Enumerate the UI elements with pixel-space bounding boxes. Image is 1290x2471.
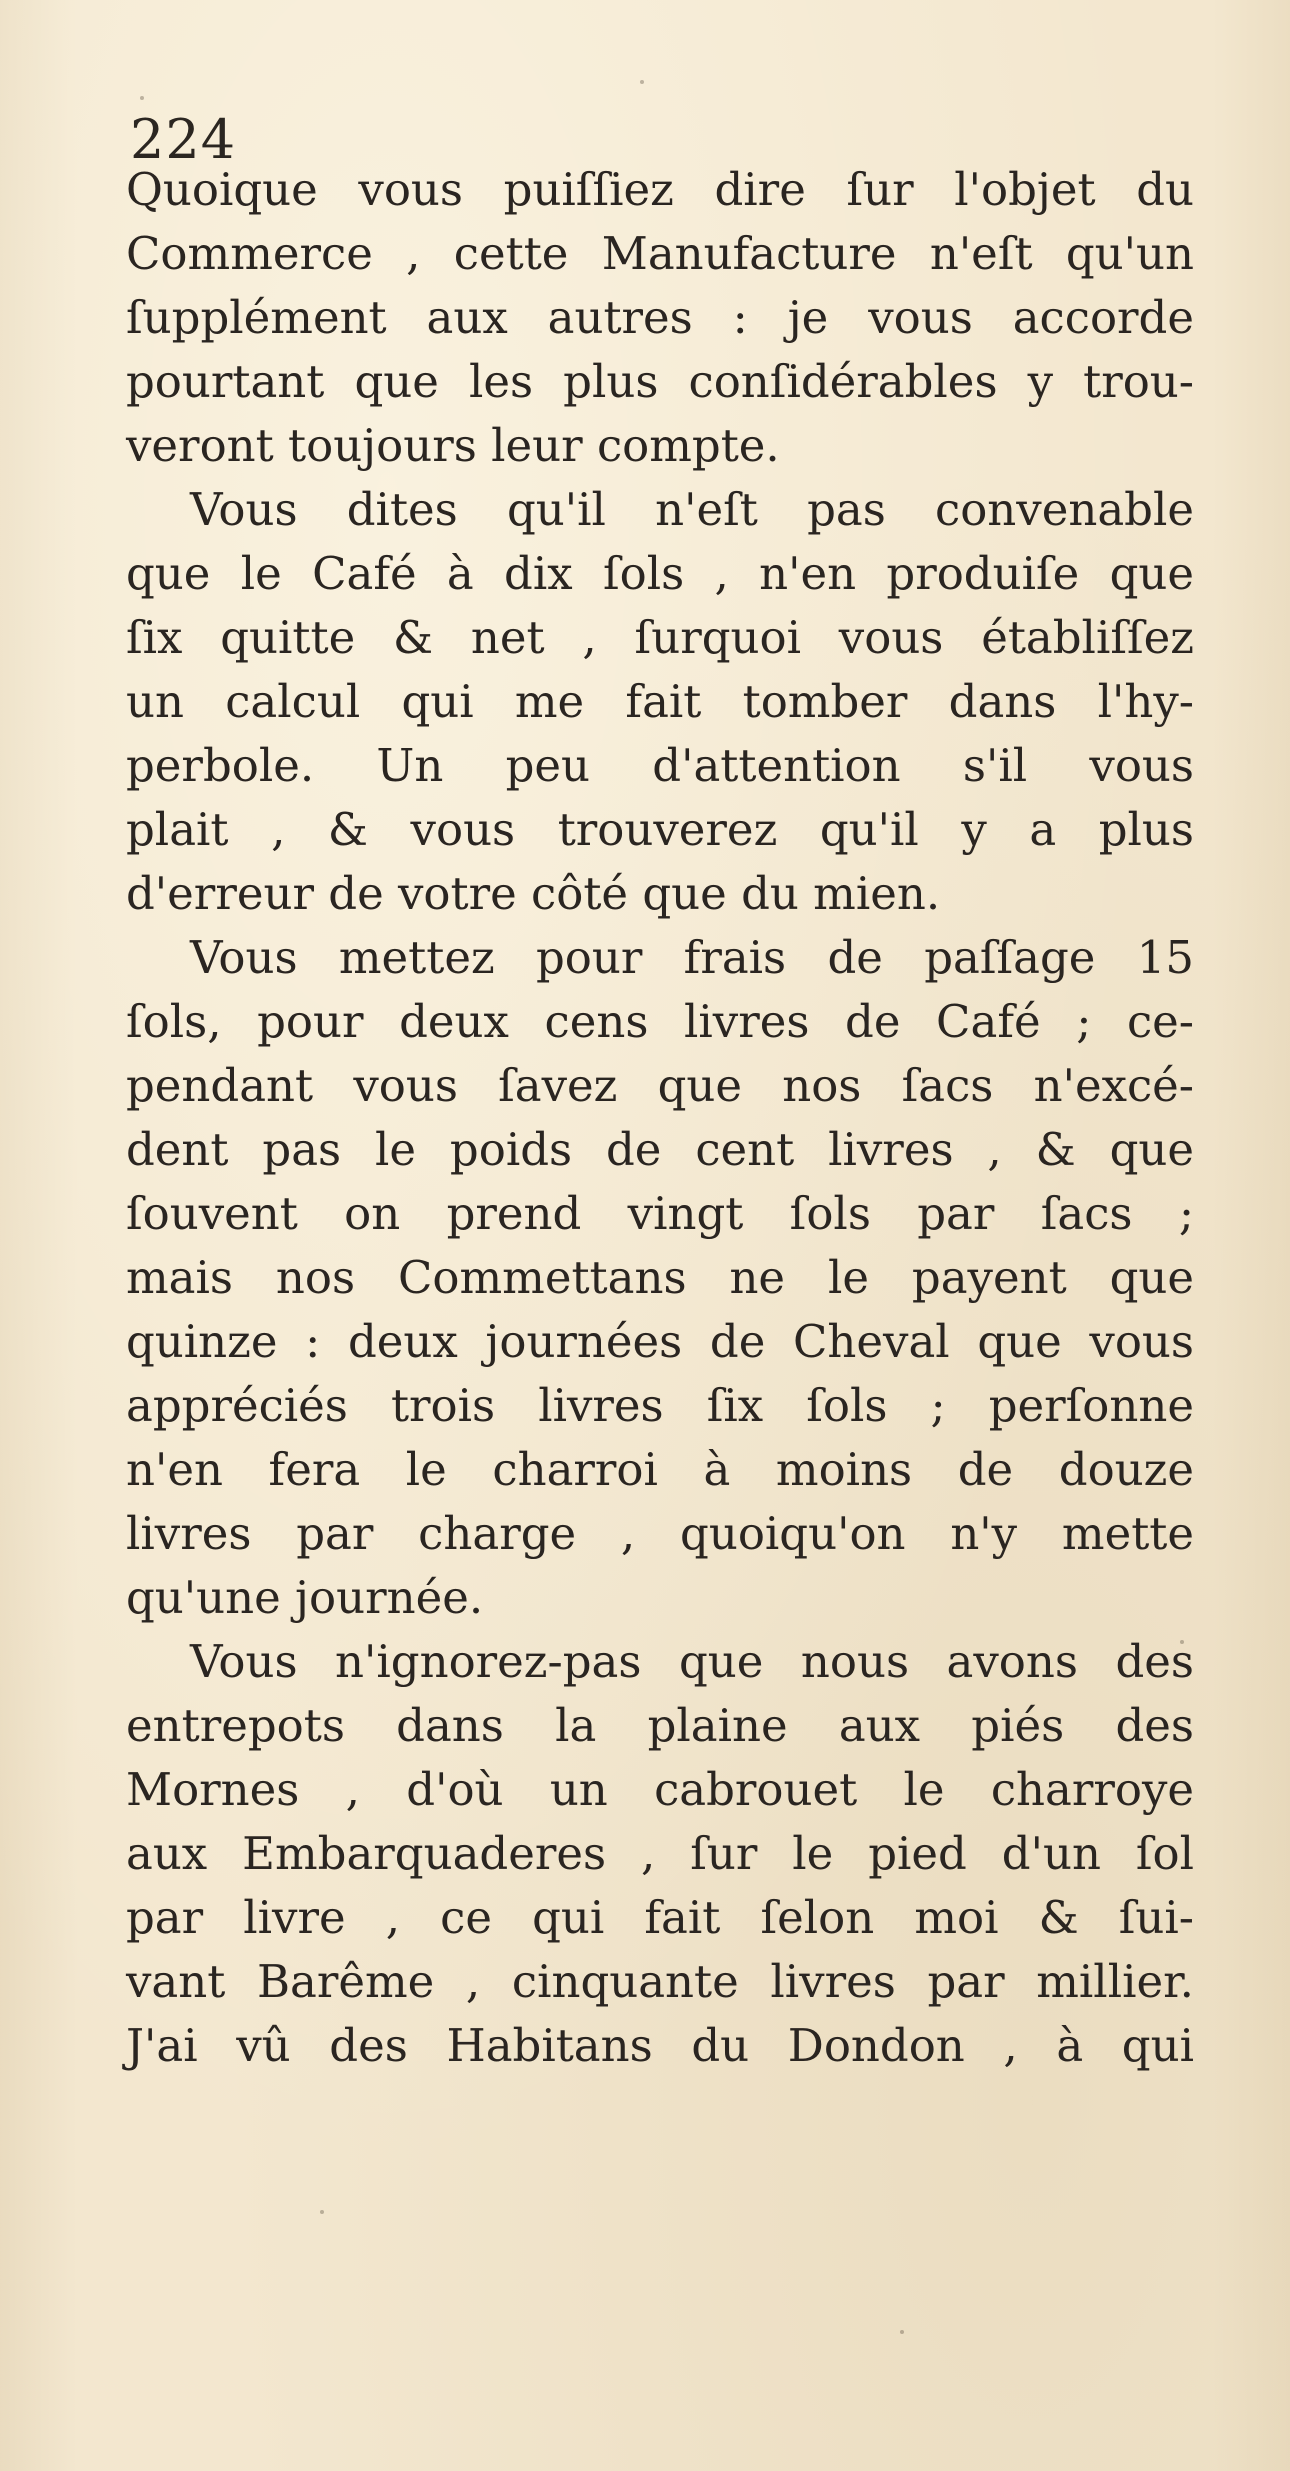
text-line: appréciés trois livres ſix ſols ; perſonne xyxy=(126,1379,1194,1432)
text-line: quinze : deux journées de Cheval que vous xyxy=(126,1315,1194,1368)
text-line: J'ai vû des Habitans du Dondon , à qui xyxy=(126,2019,1194,2072)
text-line: d'erreur de votre côté que du mien. xyxy=(126,867,941,920)
text-line: livres par charge , quoiqu'on n'y mette xyxy=(126,1507,1194,1560)
text-line: ſupplément aux autres : je vous accorde xyxy=(126,291,1194,344)
text-line: mais nos Commettans ne le payent que xyxy=(126,1251,1194,1304)
text-line: veront toujours leur compte. xyxy=(126,419,780,472)
text-line: entrepots dans la plaine aux piés des xyxy=(126,1699,1194,1752)
text-line: ſols, pour deux cens livres de Café ; ce- xyxy=(126,995,1194,1048)
text-line: ſix quitte & net , ſurquoi vous établiſſez xyxy=(126,611,1194,664)
text-line: vant Barême , cinquante livres par millier. xyxy=(126,1955,1194,2008)
text-line: par livre , ce qui fait ſelon moi & ſui- xyxy=(126,1891,1194,1944)
text-line: perbole. Un peu d'attention s'il vous xyxy=(126,739,1194,792)
text-line: qu'une journée. xyxy=(126,1571,484,1624)
page-number: 224 xyxy=(130,108,237,171)
paper-speck xyxy=(1180,1640,1184,1644)
paper-speck xyxy=(140,96,144,100)
text-line: Vous n'ignorez-pas que nous avons des xyxy=(190,1635,1194,1688)
text-line: Vous dites qu'il n'eſt pas convenable xyxy=(190,483,1194,536)
text-line: plait , & vous trouverez qu'il y a plus xyxy=(126,803,1194,856)
text-line: ſouvent on prend vingt ſols par ſacs ; xyxy=(126,1187,1194,1240)
text-line: pendant vous ſavez que nos ſacs n'excé- xyxy=(126,1059,1194,1112)
paper-speck xyxy=(900,2330,904,2334)
paper-speck xyxy=(640,80,644,84)
text-line: Quoique vous puiſſiez dire ſur l'objet du xyxy=(126,163,1194,216)
text-line: un calcul qui me fait tomber dans l'hy- xyxy=(126,675,1194,728)
text-line: Commerce , cette Manufacture n'eſt qu'un xyxy=(126,227,1194,280)
text-line: Mornes , d'où un cabrouet le charroye xyxy=(126,1763,1194,1816)
text-line: aux Embarquaderes , ſur le pied d'un ſol xyxy=(126,1827,1194,1880)
text-line: dent pas le poids de cent livres , & que xyxy=(126,1123,1194,1176)
paper-speck xyxy=(320,2210,324,2214)
text-line: que le Café à dix ſols , n'en produiſe que xyxy=(126,547,1194,600)
text-line: n'en fera le charroi à moins de douze xyxy=(126,1443,1194,1496)
text-line: Vous mettez pour frais de paſſage 15 xyxy=(190,931,1194,984)
text-line: pourtant que les plus conſidérables y trou- xyxy=(126,355,1194,408)
